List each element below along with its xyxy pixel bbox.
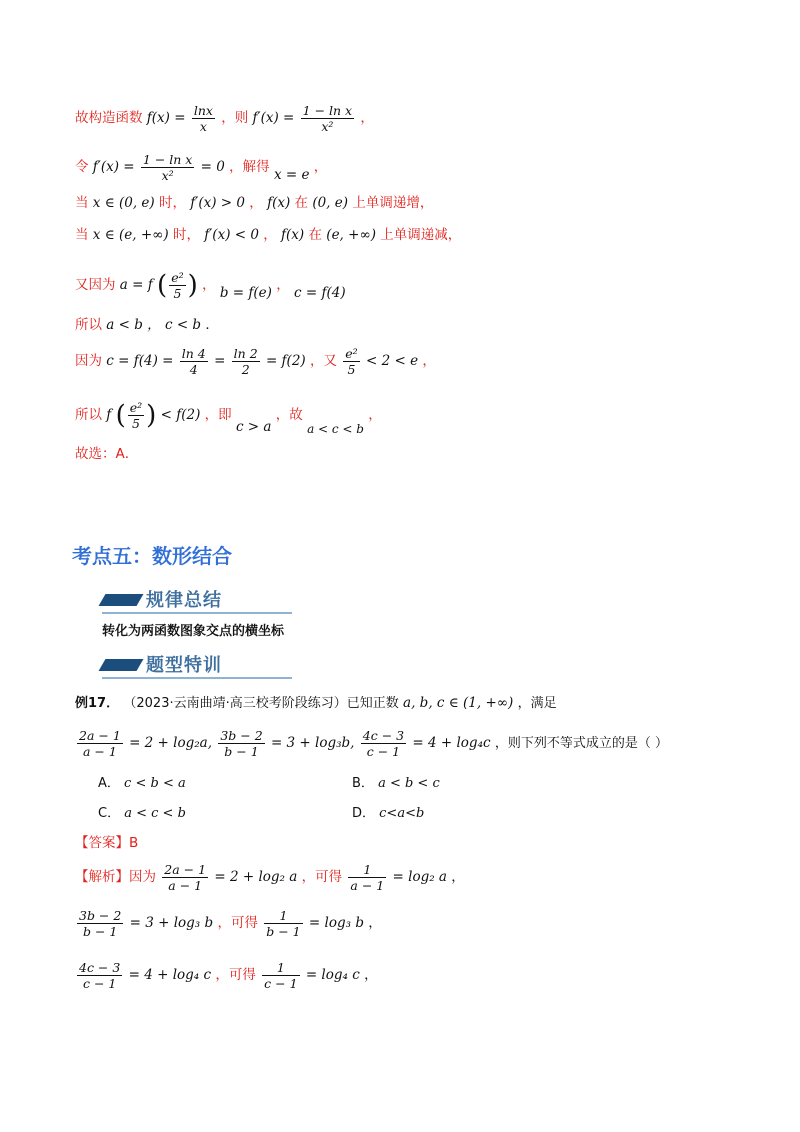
math: = <box>214 353 226 369</box>
option-label: C． <box>98 806 121 821</box>
fraction: $\frac{\text{1 − ln x}}{\text{x²}}$ <box>142 152 193 183</box>
banner-label: 规律总结 <box>146 590 222 611</box>
text: ， <box>364 967 378 983</box>
math: x ∈ (0, e) <box>92 195 155 211</box>
math: b = f(e) <box>219 285 272 301</box>
math: < f(2) <box>160 407 201 423</box>
paren: ( <box>115 400 126 431</box>
analysis-line-3 <box>75 960 378 991</box>
math: a < b ， c < b <box>106 317 202 333</box>
example-source: （2023·云南曲靖·高三校考阶段练习）已知正数 <box>123 696 399 711</box>
example-line-1 <box>75 692 557 715</box>
banner-rule <box>102 612 292 614</box>
text: ，又 <box>309 353 337 369</box>
fraction: $\frac{1}{c - 1}$ <box>264 960 298 991</box>
math: a < c < b <box>307 422 364 436</box>
text: 上单调递增， <box>352 195 434 211</box>
option-value: a < c < b <box>124 806 186 821</box>
option-label: B． <box>352 776 374 791</box>
paren: ) <box>187 270 198 301</box>
fraction: $\frac{3b - 2}{b - 1}$ <box>79 908 122 939</box>
example-line-2 <box>75 728 668 759</box>
math: = 4 + log₄c <box>412 735 491 751</box>
solution-line-6 <box>75 314 219 336</box>
fraction: $\frac{4c - 3}{c - 1}$ <box>79 960 121 991</box>
option-label: A． <box>98 776 120 791</box>
math: = f(2) <box>265 353 306 369</box>
solution-line-4 <box>75 224 461 246</box>
fraction: $\frac{\ln x}{x}$ <box>193 103 213 134</box>
option-b <box>352 772 440 791</box>
fraction: $\frac{3b - 2}{b - 1}$ <box>220 728 263 759</box>
answer <box>75 832 138 854</box>
math: c = f(4) = <box>106 353 174 369</box>
math: < 2 < e <box>366 353 419 369</box>
banner-bar <box>99 659 144 671</box>
fraction: $\frac{2a - 1}{a - 1}$ <box>79 728 121 759</box>
answer-label: 【答案】 <box>75 835 129 851</box>
math: = log₃ b <box>308 915 364 931</box>
math: f′(x) = <box>252 110 295 126</box>
math: c > a <box>235 419 272 435</box>
text: ， <box>451 869 465 885</box>
banner-bar <box>99 594 144 606</box>
section-heading: 考点五：数形结合 <box>72 544 232 568</box>
math: f′(x) = <box>92 159 135 175</box>
fraction: $\frac{\text{1 − ln x}}{\text{x²}}$ <box>302 103 353 134</box>
math: = 3 + log₃b, <box>270 735 355 751</box>
answer-value: B <box>129 835 139 851</box>
paren: ) <box>146 400 157 431</box>
text: 故构造函数 <box>75 110 143 126</box>
math: a = f <box>119 277 153 293</box>
text: 所以 <box>75 407 102 423</box>
solution-line-7 <box>75 346 436 377</box>
text: ，则 <box>221 110 249 126</box>
math: f(x) = <box>146 110 186 126</box>
text: ，解得 <box>229 159 270 175</box>
analysis-label: 【解析】 <box>75 869 129 885</box>
final-choice: 故选：A． <box>75 446 139 462</box>
text: ， <box>422 353 436 369</box>
text: ，可得 <box>217 915 258 931</box>
math: (e, +∞) <box>326 227 376 243</box>
math: f <box>106 407 112 423</box>
banner-practice <box>102 655 292 681</box>
math: f(x) <box>281 227 305 243</box>
text: 在 <box>308 227 322 243</box>
math: = 4 + log₄ c <box>128 967 212 983</box>
text: ，故 <box>275 407 303 423</box>
math: f′(x) > 0 <box>190 195 245 211</box>
text: 当 <box>75 227 89 243</box>
math: x = e <box>273 167 310 183</box>
question-text: ，则下列不等式成立的是（ ） <box>494 736 668 751</box>
math: = 2 + log₂ a <box>214 869 298 885</box>
text: ， <box>368 407 382 423</box>
math: x ∈ (e, +∞) <box>92 227 169 243</box>
fraction: $\frac{\ln 2}{2}$ <box>233 346 258 377</box>
option-c <box>98 802 186 821</box>
banner-label: 题型特训 <box>146 655 222 676</box>
solution-line-5 <box>75 270 346 301</box>
text: 所以 <box>75 317 102 333</box>
example-label: 例17． <box>75 696 120 711</box>
text: ，即 <box>204 407 232 423</box>
text: 因为 <box>75 353 102 369</box>
text: 又因为 <box>75 277 116 293</box>
banner-rule <box>102 677 292 679</box>
option-value: c < b < a <box>124 776 186 791</box>
text: ， <box>368 915 382 931</box>
option-value: a < b < c <box>378 776 440 791</box>
fraction: $\frac{1}{b - 1}$ <box>266 908 301 939</box>
math: = log₂ a <box>392 869 447 885</box>
banner-summary <box>102 590 292 616</box>
text: 当 <box>75 195 89 211</box>
option-d <box>352 802 424 821</box>
text: ，可得 <box>215 967 256 983</box>
text: 时， <box>172 227 200 243</box>
math: f(x) <box>267 195 291 211</box>
paren: ( <box>157 270 168 301</box>
math: = 3 + log₃ b <box>129 915 214 931</box>
rule-text: 转化为两函数图象交点的横坐标 <box>102 624 285 639</box>
math: (0, e) <box>312 195 349 211</box>
option-a <box>98 772 186 791</box>
fraction: $\frac{\text{e²}}{5}$ <box>171 270 184 301</box>
text: ，满足 <box>517 696 557 711</box>
text: 因为 <box>129 869 156 885</box>
fraction: $\frac{4c - 3}{c - 1}$ <box>362 728 405 759</box>
text: ． <box>205 317 219 333</box>
fraction: $\frac{\text{e²}}{5}$ <box>129 400 143 431</box>
text: 上单调递减， <box>380 227 462 243</box>
text: ， <box>360 110 374 126</box>
text: 令 <box>75 159 89 175</box>
text: ， <box>263 227 277 243</box>
solution-line-8 <box>75 400 382 436</box>
fraction: $\frac{1}{a - 1}$ <box>350 862 385 893</box>
text: ， <box>276 277 290 293</box>
solution-line-2 <box>75 152 327 183</box>
text: 在 <box>294 195 309 211</box>
analysis-line-2 <box>75 908 382 939</box>
text: ，可得 <box>301 869 343 885</box>
math: = 0 <box>200 159 225 175</box>
option-label: D． <box>352 806 376 821</box>
math: f′(x) < 0 <box>204 227 259 243</box>
math: a, b, c ∈ (1, +∞) <box>403 695 514 711</box>
option-value: c<a<b <box>379 806 425 821</box>
analysis-line-1 <box>75 862 465 893</box>
fraction: $\frac{\text{e²}}{5}$ <box>345 346 358 377</box>
text: ， <box>202 277 216 293</box>
math: = 2 + log₂a, <box>129 735 213 751</box>
solution-line-3 <box>75 192 433 214</box>
text: 时， <box>158 195 186 211</box>
text: ， <box>249 195 263 211</box>
solution-line-1 <box>75 103 374 134</box>
fraction: $\frac{\ln 4}{4}$ <box>181 346 206 377</box>
text: ， <box>313 159 328 175</box>
fraction: $\frac{2a - 1}{a - 1}$ <box>164 862 207 893</box>
math: = log₄ c <box>305 967 360 983</box>
math: c = f(4) <box>294 285 346 301</box>
